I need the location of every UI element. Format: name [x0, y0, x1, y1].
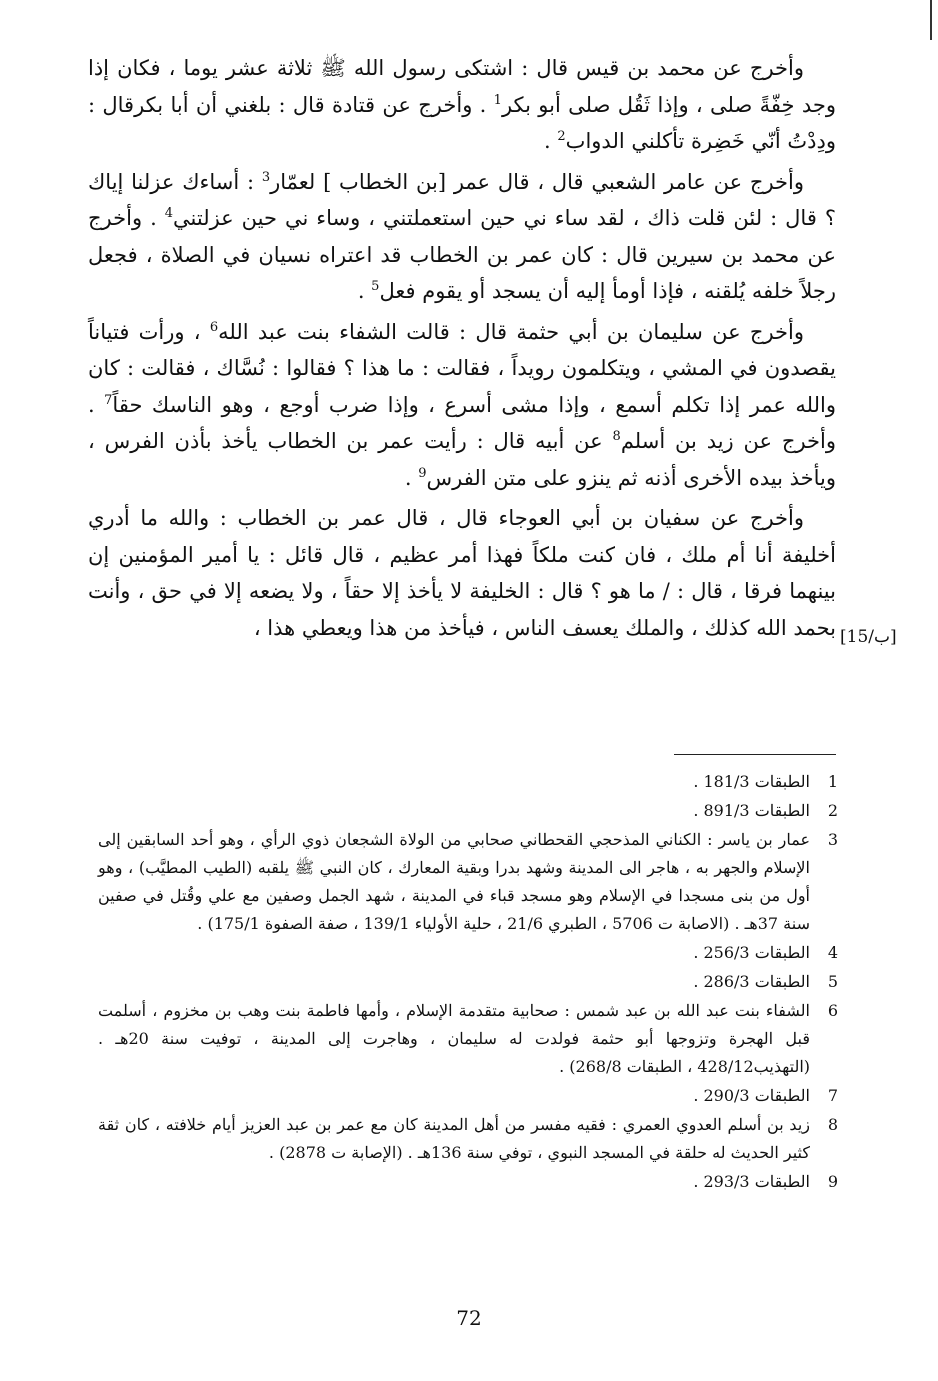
footnote-reference: 3 [261, 169, 271, 185]
footnote-text: الطبقات 293/3 . [693, 1172, 810, 1191]
paragraph-text: عن أبيه قال : رأيت عمر بن الخطاب يأخذ بأذن الفرس ، ويأخذ بيده الأخرى أذنه ثم ينزو على متن الفرس [88, 429, 836, 490]
footnote-number: 5 [827, 972, 838, 991]
footnote-text: الطبقات 290/3 . [693, 1086, 810, 1105]
footnote-number: 4 [827, 943, 838, 962]
paragraph-text: . [544, 129, 558, 153]
paragraph-text: . [357, 279, 372, 303]
footnote-item [98, 997, 838, 1081]
footnote-number: 2 [827, 801, 838, 820]
footnote-text: الشفاء بنت عبد الله بن عبد شمس : صحابية متقدمة الإسلام ، وأمها فاطمة بنت وهب بن مخزوم ، أسلمت قبل الهجرة وتزوجها أبو حثمة فولدت له سليمان ، وهاجرت إلى المدينة ، توفيت سنة 20هـ . (التهذيب428/12 ، الطبقات 268/8) . [98, 1001, 810, 1076]
footnote-number: 3 [827, 830, 838, 849]
footnote-item [98, 797, 838, 825]
footnote-reference: 2 [557, 129, 566, 144]
footnote-number: 6 [827, 1001, 838, 1020]
footnote-reference: 7 [104, 392, 113, 408]
footnote-reference: 6 [209, 319, 219, 335]
footnote-text: زيد بن أسلم العدوي العمري : فقيه مفسر من أهل المدينة كان مع عمر بن عبد العزيز أيام خلافته ، كان ثقة كثير الحديث له حلقة في المسجد النبوي ، توفي سنة 136هـ . (الإصابة ت 2878) . [98, 1115, 811, 1162]
body-paragraph [88, 50, 836, 160]
footnote-number: 7 [827, 1086, 838, 1105]
body-paragraph [88, 314, 836, 497]
footnote-separator [674, 754, 836, 755]
paragraph-text: . وأخرج عن زيد بن أسلم [88, 392, 837, 453]
paragraph-text: . وأخرج عن محمد بن سيرين قال : كان عمر بن الخطاب قد اعتراه نسيان في الصلاة ، فجعل رجلاً خلفه يُلقنه ، فإذا أومأ إليه أن يسجد أو يقوم فعل [88, 206, 836, 303]
footnotes [98, 768, 838, 1197]
footnote-reference: 5 [371, 279, 380, 294]
footnote-item [98, 826, 838, 938]
main-text [88, 50, 836, 646]
paragraph-text: . [404, 465, 419, 490]
page-edge-line [930, 0, 932, 40]
footnote-reference: 8 [612, 429, 621, 444]
footnote-text: الطبقات 286/3 . [693, 972, 810, 991]
footnote-item [98, 768, 838, 796]
footnote-reference: 4 [164, 206, 174, 221]
footnote-reference: 9 [418, 465, 427, 481]
footnote-text: عمار بن ياسر : الكناني المذحجي القحطاني صحابي من الولاة الشجعان ذوي الرأي ، وهو أحد السابقين إلى الإسلام والجهر به ، هاجر الى المدينة وشهد بدرا وبقية المعارك ، كان النبي ﷺ يلقبه (الطيب المطيَّب) ، وهو أول من بنى مسجدا في الإسلام وهو مسجد قباء في المدينة ، شهد الجمل وصفين مع علي وقُتل في صفين سنة 37هـ . (الاصابة ت 5706 ، الطبري 21/6 ، حلية الأولياء 139/1 ، صفة الصفوة 175/1) . [98, 830, 810, 933]
manuscript-folio-marker: [15/ب] [840, 627, 897, 647]
paragraph-text: وأخرج عن سفيان بن أبي العوجاء قال ، قال عمر بن الخطاب : والله ما أدري أخليفة أنا أم ملك ، فان كنت ملكاً فهذا أمر عظيم ، قال قائل : يا أمير المؤمنين إن بينهما فرقا ، قال : / ما هو ؟ قال : الخليفة لا يأخذ إلا حقاً ، ولا يضعه إلا في حق ، وأنت بحمد الله كذلك ، والملك يعسف الناس ، فيأخذ من هذا ويعطي هذا ، [88, 506, 836, 640]
footnote-reference: 1 [493, 92, 502, 108]
footnote-text: الطبقات 256/3 . [693, 943, 810, 962]
body-paragraph [88, 164, 836, 310]
paragraph-text: . وأخرج عن قتادة قال : بلغني أن أبا بكرقال : ودِدْتُ أنّي خَضِرة تأكلني الدواب [88, 92, 836, 153]
paragraph-text: وأخرج عن عامر الشعبي قال ، قال عمر [بن الخطاب ] لعمّار [270, 169, 804, 194]
footnote-number: 1 [827, 772, 838, 791]
footnote-number: 8 [827, 1115, 838, 1134]
footnote-item [98, 939, 838, 967]
footnote-item [98, 1111, 838, 1167]
footnote-item [98, 1168, 838, 1196]
paragraph-text: وأخرج عن سليمان بن أبي حثمة قال : قالت الشفاء بنت عبد الله [218, 319, 804, 344]
paragraph-text: : أساءك عزلنا إياك ؟ قال : لئن قلت ذاك ، لقد ساء ني حين استعملتني ، وساء ني حين عزلتني [88, 169, 836, 230]
footnote-number: 9 [827, 1172, 838, 1191]
footnote-text: الطبقات 181/3 . [693, 772, 810, 791]
footnote-item [98, 968, 838, 996]
paragraph-text: ، ورأت فتياناً يقصدون في المشي ، ويتكلمون رويداً ، فقالت : ما هذا ؟ فقالوا : نُسَّاك ، فقالت : كان والله عمر إذا تكلم أسمع ، وإذا مشى أسرع ، وإذا ضرب أوجع ، وهو الناسك حقاً [88, 319, 836, 417]
page-number: 72 [456, 1306, 482, 1330]
body-paragraph [88, 500, 836, 646]
paragraph-text: وأخرج عن محمد بن قيس قال : اشتكى رسول الله ﷺ ثلاثة عشر يوما ، فكان إذا وجد خِفّةً صلى ، وإذا ثَقُل صلى أبو بكر [88, 56, 836, 117]
footnote-item [98, 1082, 838, 1110]
footnote-text: الطبقات 891/3 . [693, 801, 810, 820]
